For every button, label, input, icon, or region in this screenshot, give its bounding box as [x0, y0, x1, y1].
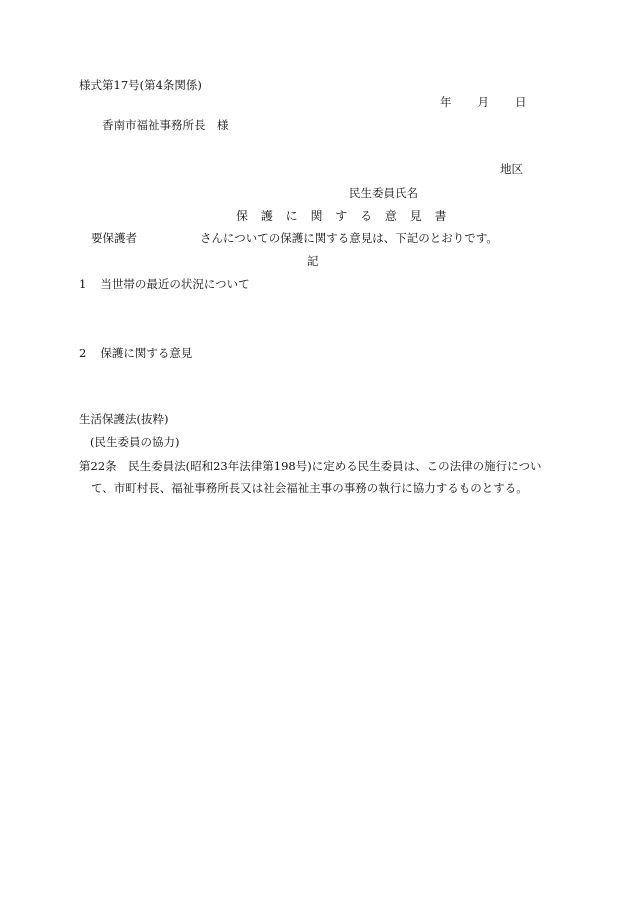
- date-day-label: 日: [515, 95, 527, 109]
- date-month-label: 月: [477, 95, 489, 109]
- section-item-text: 当世帯の最近の状況について: [100, 277, 250, 291]
- ki-heading: 記: [307, 254, 319, 268]
- section-item-number: 1: [79, 277, 87, 291]
- article-text-line-1: 第22条 民生委員法(昭和23年法律第198号)に定める民生委員は、この法律の施行につい: [79, 459, 542, 473]
- document-title: 保 護 に 関 す る 意 見 書: [236, 209, 452, 223]
- section-item-number: 2: [79, 346, 87, 360]
- date-line: [440, 97, 527, 109]
- recipient-line: 香南市福祉事務所長 様: [102, 118, 229, 132]
- subject-label: 要保護者: [91, 231, 137, 245]
- form-number: 様式第17号(第4条関係): [79, 78, 202, 92]
- law-subtitle: (民生委員の協力): [90, 435, 180, 449]
- law-title: 生活保護法(抜粋): [79, 412, 169, 426]
- article-text-line-2: て、市町村長、福祉事務所長又は社会福祉主事の事務の執行に協力するものとする。: [91, 481, 528, 495]
- section-item-text: 保護に関する意見: [100, 346, 193, 360]
- district-label: 地区: [500, 162, 523, 176]
- date-year-label: 年: [440, 95, 452, 109]
- section-item-1: [79, 279, 250, 291]
- subject-text: さんについての保護に関する意見は、下記のとおりです。: [200, 231, 498, 245]
- section-item-2: [79, 348, 192, 360]
- member-name-label: 民生委員氏名: [349, 186, 418, 200]
